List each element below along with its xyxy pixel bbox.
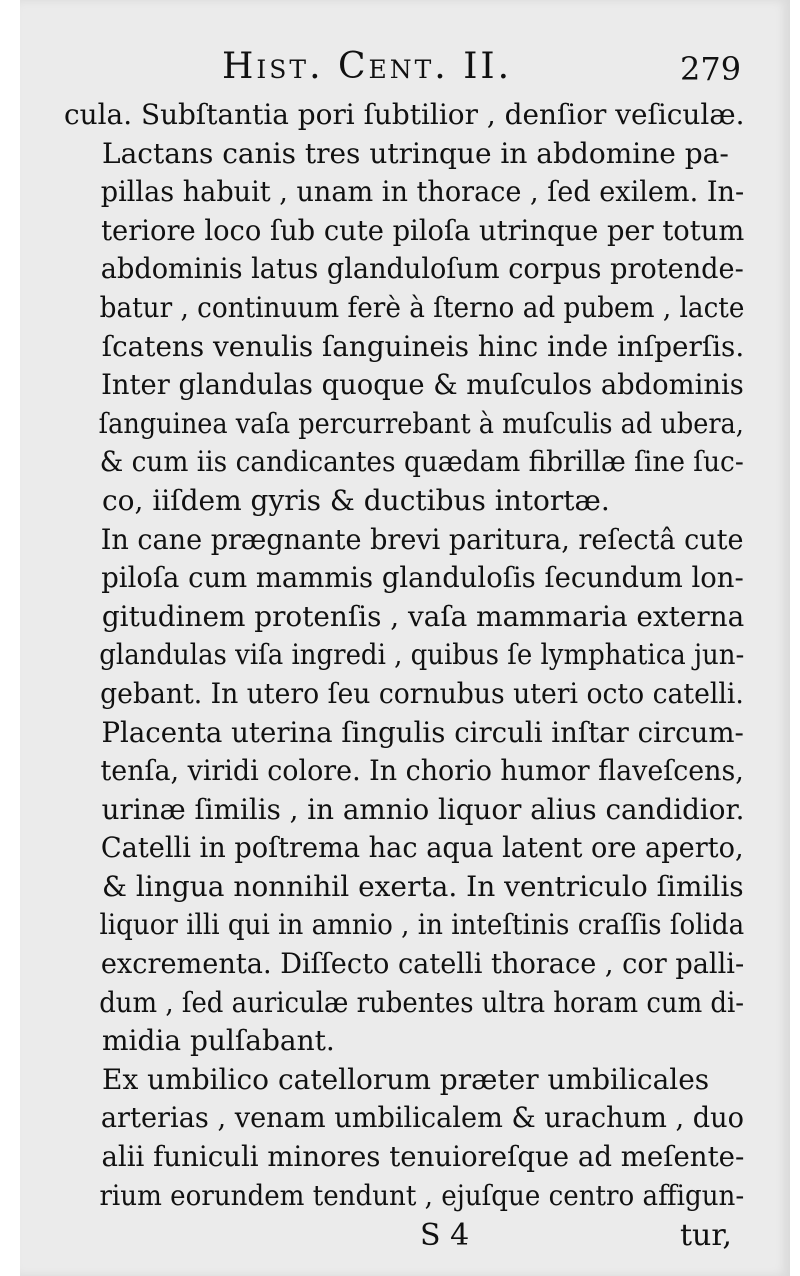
text-line: pillas habuit , unam in thorace , ſed exilem. In-	[100, 175, 745, 209]
text-line: teriore loco ſub cute piloſa utrinque per totum	[101, 213, 745, 247]
text-line: abdominis latus glanduloſum corpus protende-	[100, 252, 744, 286]
paragraph	[64, 1061, 744, 1215]
paragraph	[64, 521, 744, 1061]
text-line: Inter glandulas quoque & muſculos abdominis	[101, 368, 744, 402]
text-line: excrementa. Diſſecto catelli thorace , cor palli-	[100, 947, 745, 981]
text-line: In cane prægnante brevi paritura, reſectâ cute	[100, 522, 744, 556]
text-line: tenſa, viridi colore. In chorio humor flaveſcens,	[100, 754, 744, 788]
text-line: midia pulſabant.	[102, 1024, 335, 1058]
body-text	[64, 96, 744, 1215]
paragraph	[64, 96, 744, 135]
signature-mark: S 4	[420, 1218, 470, 1253]
page-header	[0, 44, 800, 94]
text-line: piloſa cum mammis glanduloſis ſecundum lon-	[101, 561, 744, 595]
text-line: Ex umbilico catellorum præter umbilicales	[102, 1062, 710, 1096]
text-line: ſanguinea vaſa percurrebant à muſculis ad ubera,	[98, 406, 744, 440]
text-line: liquor illi qui in amnio , in inteſtinis craſſis ſolida	[99, 908, 745, 942]
running-title: Hist. Cent. II.	[222, 46, 513, 87]
text-line: ſcatens venulis ſanguineis hinc inde inſperſis.	[101, 329, 745, 363]
text-line: & lingua nonnihil exerta. In ventriculo ſimilis	[102, 869, 744, 903]
text-line: Catelli in poſtrema hac aqua latent ore aperto,	[100, 831, 744, 865]
text-line: gitudinem protenſis , vaſa mammaria externa	[101, 599, 745, 633]
page-number: 279	[680, 50, 742, 88]
text-line: dum , ſed auriculæ rubentes ultra horam cum di-	[99, 985, 745, 1019]
text-line: cula. Subſtantia pori ſubtilior , denſior veſiculæ.	[64, 98, 745, 131]
text-line: co, iiſdem gyris & ductibus intortæ.	[102, 483, 610, 517]
text-line: alii funiculi minores tenuioreſque ad meſente-	[101, 1140, 745, 1174]
text-line: & cum iis candicantes quædam fibrillæ ſine ſuc-	[99, 445, 744, 479]
text-line: Placenta uterina ſingulis circuli inſtar circum-	[101, 715, 744, 749]
text-line: gebant. In utero ſeu cornubus uteri octo catelli.	[100, 676, 744, 710]
page-gutter	[0, 0, 20, 1276]
text-line: urinæ ſimilis , in amnio liquor alius candidior.	[101, 792, 745, 826]
text-line: glandulas viſa ingredi , quibus ſe lymphatica jun-	[99, 638, 745, 672]
paragraph	[64, 135, 744, 521]
text-line: arterias , venam umbilicalem & urachum , duo	[100, 1101, 745, 1135]
text-line: rium eorundem tendunt , ejuſque centro affigun-	[99, 1178, 745, 1212]
page-footer	[0, 1218, 800, 1258]
text-line: Lactans canis tres utrinque in abdomine pa-	[102, 136, 729, 170]
catchword: tur,	[680, 1218, 732, 1253]
text-line: batur , continuum ferè à ſterno ad pubem , lacte	[99, 290, 745, 324]
